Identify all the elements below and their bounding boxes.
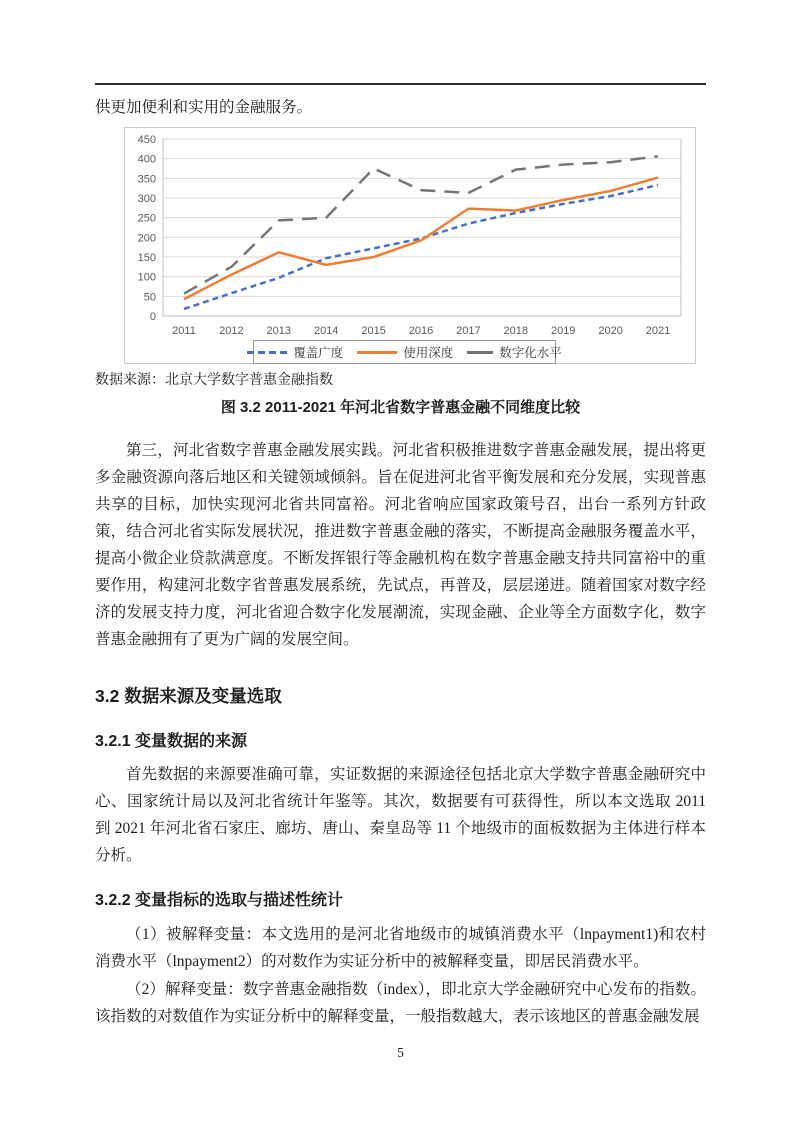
section-heading-3-2: 3.2 数据来源及变量选取 [95,686,282,706]
x-tick-label: 2011 [172,325,196,337]
x-tick-label: 2013 [266,325,292,337]
series-line-2 [184,156,658,293]
figure-caption: 图 3.2 2011-2021 年河北省数字普惠金融不同维度比较 [220,399,581,416]
legend-swatch [357,351,397,354]
legend-swatch [467,351,493,354]
chart-legend [253,340,562,364]
y-tick-label: 150 [137,252,156,264]
y-tick-label: 100 [137,271,156,284]
x-tick-label: 2020 [598,325,623,337]
x-tick-label: 2018 [503,325,529,337]
y-tick-label: 400 [137,153,156,166]
legend-item [247,343,343,361]
legend-item [467,343,562,361]
y-tick-label: 50 [143,291,156,304]
x-tick-label: 2017 [456,325,481,337]
y-tick-label: 450 [137,134,156,146]
y-tick-label: 250 [137,212,156,225]
x-tick-label: 2015 [361,325,386,337]
legend-item [357,343,453,361]
data-source-note: 数据来源：北京大学数字普惠金融指数 [95,373,333,388]
line-chart-figure [124,127,696,364]
paragraph-dependent-variable: （1）被解释变量：本文选用的是河北省地级市的城镇消费水平（lnpayment1)和农村消费水平（lnpayment2）的对数作为实证分析中的被解释变量，即居民消费水平。 [95,926,706,970]
section-heading-3-2-2: 3.2.2 变量指标的选取与描述性统计 [95,892,344,909]
x-tick-label: 2021 [645,325,671,337]
series-line-1 [184,178,658,300]
legend-swatch [247,351,287,354]
section-heading-3-2-1: 3.2.1 变量数据的来源 [95,733,248,750]
x-tick-label: 2016 [408,325,434,337]
continuation-text: 供更加便利和实用的金融服务。 [95,99,313,116]
page-number: 5 [397,1045,404,1060]
x-tick-label: 2019 [550,325,576,337]
x-tick-label: 2012 [219,325,244,337]
x-tick-label: 2014 [313,325,339,337]
series-line-0 [184,185,658,309]
legend-label: 使用深度 [403,346,454,360]
line-chart [125,128,697,365]
paragraph-data-source: 首先数据的来源要准确可靠，实证数据的来源途径包括北京大学数字普惠金融研究中心、国家统计局以及河北省统计年鉴等。其次，数据要有可获得性，所以本文选取 2011 到 2021 年河北省石家庄、廊坊、唐山、秦皇岛等 11 个地级市的面板数据为主体进行样本分析。 [95,766,706,864]
paragraph-explanatory-variable: （2）解释变量：数字普惠金融指数（index），即北京大学金融研究中心发布的指数。该指数的对数值作为实证分析中的解释变量，一般指数越大，表示该地区的普惠金融发展 [95,981,706,1025]
paragraph-practice: 第三，河北省数字普惠金融发展实践。河北省积极推进数字普惠金融发展，提出将更多金融资源向落后地区和关键领域倾斜。旨在促进河北省平衡发展和充分发展，实现普惠共享的目标，加快实现河北省共同富裕。河北省响应国家政策号召，出台一系列方针政策，结合河北省实际发展状况，推进数字普惠金融的落实，不断提高金融服务覆盖水平，提高小微企业贷款满意度。不断发挥银行等金融机构在数字普惠金融支持共同富裕中的重要作用，构建河北数字省普惠发展系统，先试点，再普及，层层递进。随着国家对数字经济的发展支持力度，河北省迎合数字化发展潮流，实现金融、企业等全方面数字化，数字普惠金融拥有了更为广阔的发展空间。 [95,442,706,648]
header-rule [95,83,706,85]
y-tick-label: 350 [137,173,156,186]
y-tick-label: 200 [137,232,156,245]
legend-label: 数字化水平 [499,346,562,360]
legend-label: 覆盖广度 [293,346,344,360]
y-tick-label: 300 [137,193,156,205]
y-tick-label: 0 [149,311,156,323]
